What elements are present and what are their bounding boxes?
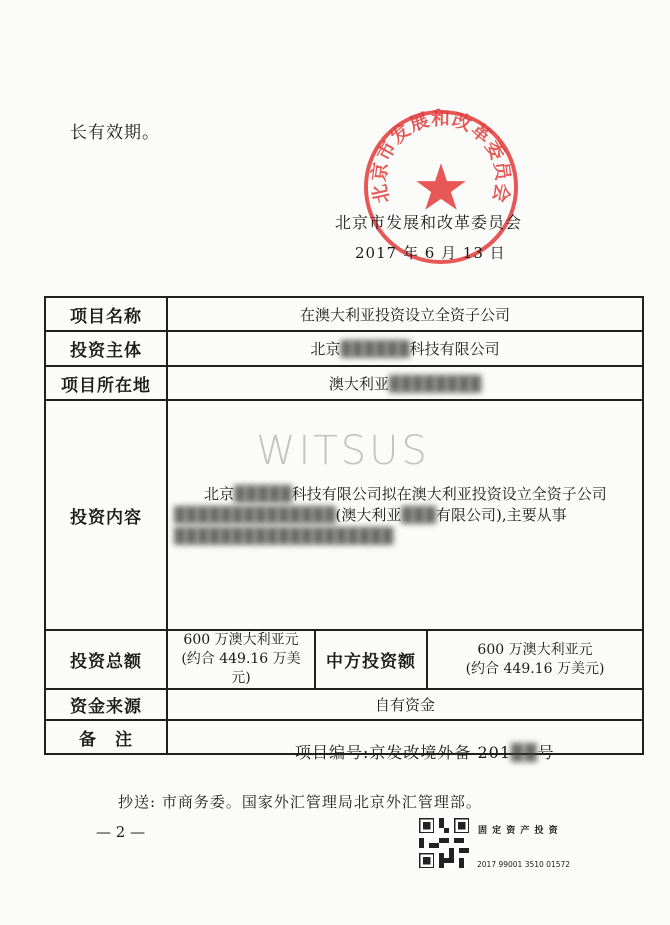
china-line-2: (约合 449.16 万美元) <box>465 660 605 677</box>
issuer-name: 北京市发展和改革委员会 <box>335 213 523 232</box>
fund-source-label: 资金来源 <box>45 689 167 720</box>
location-prefix: 澳大利亚 <box>328 374 389 393</box>
total-line-1: 600 万澳大利亚元 <box>183 632 299 648</box>
redacted-text: ██ <box>511 743 538 762</box>
redacted-text: ███ <box>401 505 436 524</box>
project-number-prefix: 项目编号:京发改境外备 201 <box>295 743 512 762</box>
chinese-investment-value <box>427 630 643 689</box>
table-row <box>45 366 643 400</box>
investor-value <box>167 331 643 366</box>
redacted-text: ████████████ <box>174 526 313 545</box>
content-part: 科技有限公司拟在澳大利亚投资设立全资子公司 <box>291 484 607 503</box>
project-number-suffix: 号 <box>537 743 555 762</box>
project-info-table <box>44 296 644 755</box>
project-name-label: 项目名称 <box>45 297 167 331</box>
qr-code-icon <box>419 818 469 868</box>
cc-line: 抄送: 市商务委。国家外汇管理局北京外汇管理部。 <box>118 793 482 811</box>
chinese-investment-label: 中方投资额 <box>315 630 427 689</box>
redacted-text: ████████ <box>388 374 482 393</box>
investor-label: 投资主体 <box>45 331 167 366</box>
issue-date: 2017 年 6 月 13 日 <box>355 244 506 262</box>
redacted-text: █████ <box>234 484 292 503</box>
investor-suffix: 科技有限公司 <box>409 340 500 358</box>
total-investment-label: 投资总额 <box>45 630 167 689</box>
total-investment-value <box>167 630 315 689</box>
content-part: 北京 <box>204 484 235 503</box>
redacted-text: ██████████████ <box>174 505 336 524</box>
redacted-text: ██████ <box>340 340 410 358</box>
table-row <box>45 630 643 689</box>
content-part: 有限公司),主要从事 <box>435 505 567 524</box>
content-label: 投资内容 <box>45 400 167 630</box>
fund-source-value: 自有资金 <box>167 689 643 720</box>
qr-code-number: 2017 99001 3510 01572 <box>477 860 571 869</box>
table-row <box>45 689 643 720</box>
location-value <box>167 366 643 400</box>
redacted-text: ███████ <box>312 526 394 545</box>
project-name-value: 在澳大利亚投资设立全资子公司 <box>167 297 643 331</box>
note-label: 备 注 <box>45 720 167 754</box>
location-label: 项目所在地 <box>45 366 167 400</box>
china-line-1: 600 万澳大利亚元 <box>477 641 593 658</box>
watermark: WITSUS <box>256 428 430 474</box>
total-line-2: (约合 449.16 万美元) <box>181 651 301 686</box>
qr-label: 固 定 资 产 投 资 <box>478 826 559 836</box>
closing-text: 长有效期。 <box>70 123 160 143</box>
table-row <box>45 297 643 331</box>
page-number: — 2 — <box>96 823 146 841</box>
project-number <box>295 740 555 763</box>
table-row <box>45 331 643 366</box>
investor-prefix: 北京 <box>310 340 341 358</box>
svg-text:北京市发展和改革委员会: 北京市发展和改革委员会 <box>368 108 514 206</box>
content-part: (澳大利亚 <box>335 505 402 524</box>
